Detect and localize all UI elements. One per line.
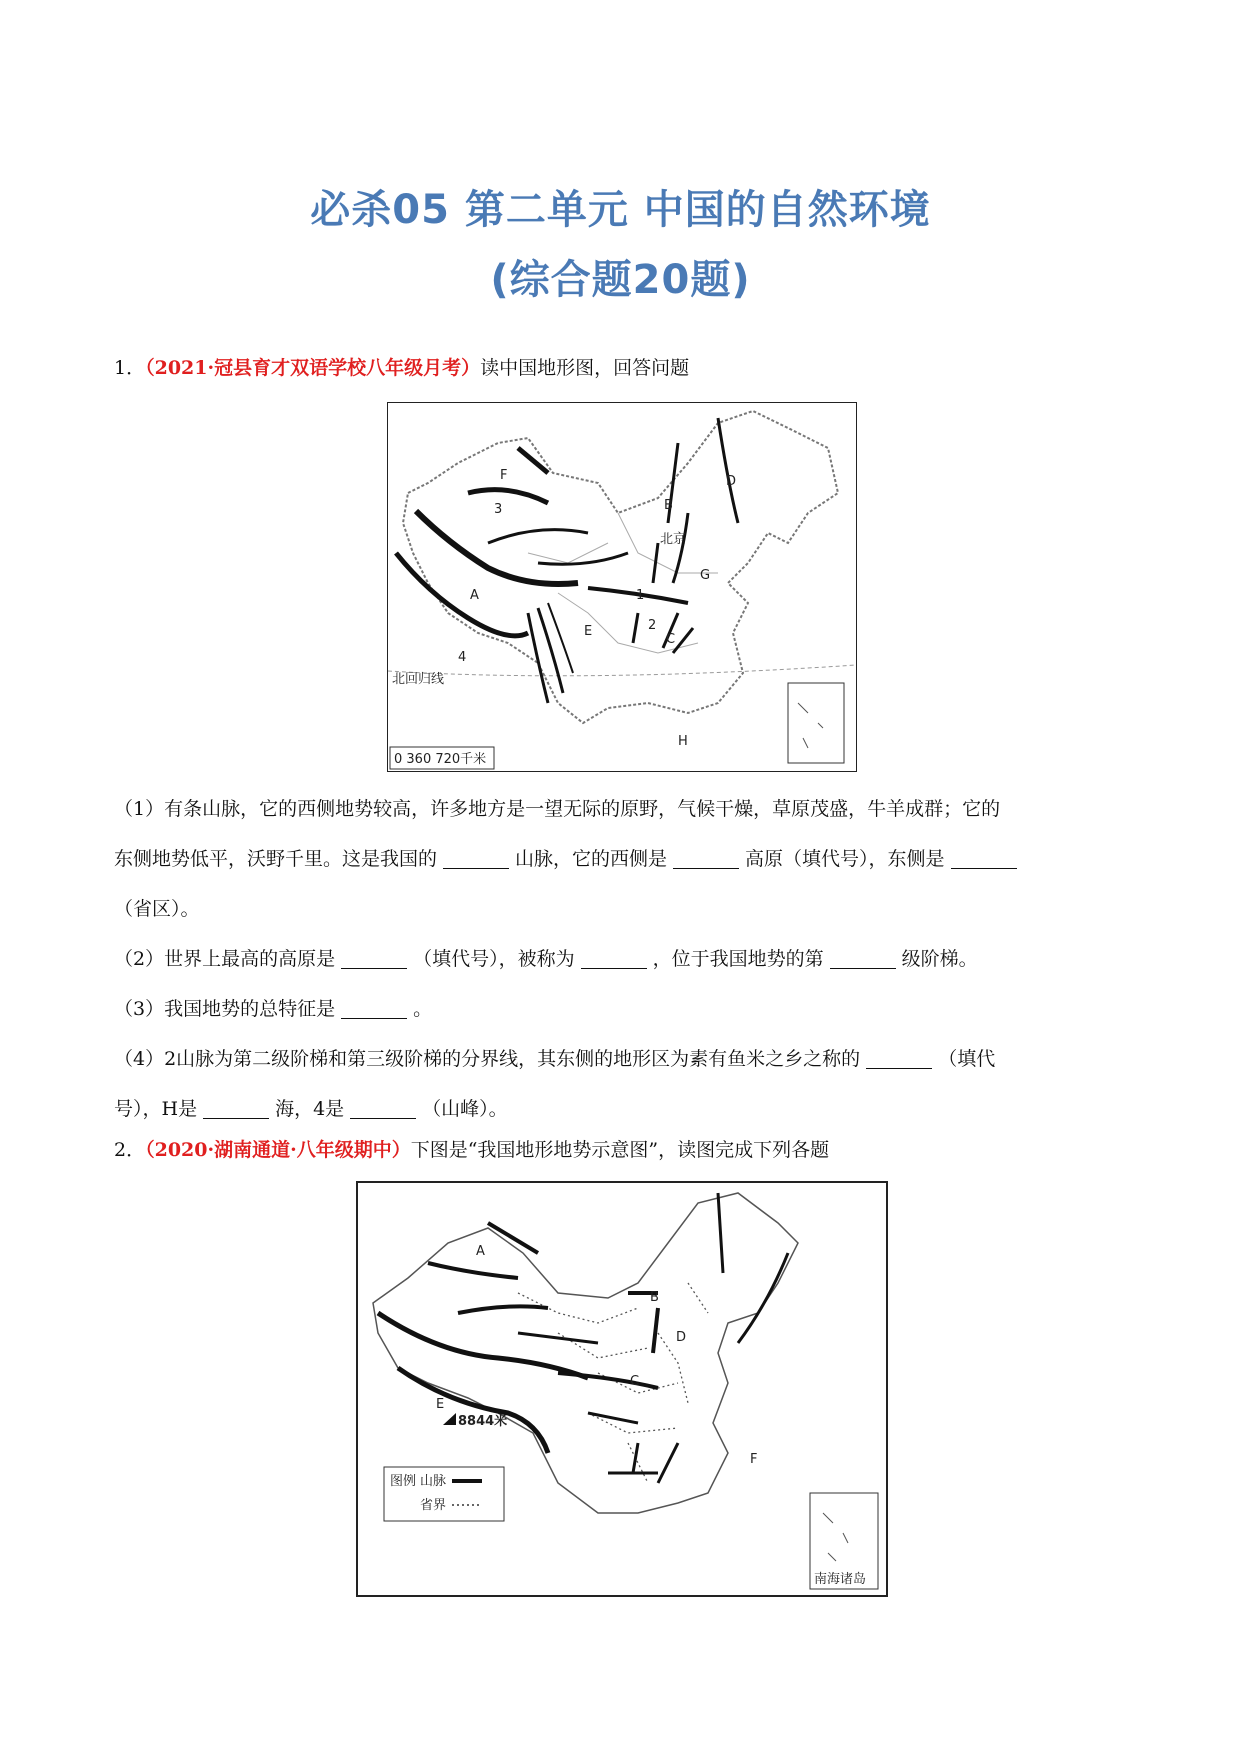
answer-blank[interactable] [203, 1098, 269, 1119]
q1-part2-seg4: 级阶梯。 [901, 948, 978, 970]
map2-peak-label: 8844米 [458, 1414, 508, 1429]
map2-legend-mountain: 山脉 [420, 1474, 447, 1489]
map1-label-C: C [666, 632, 676, 647]
question-source: （2020·湖南通道·八年级期中） [145, 1139, 411, 1161]
answer-blank[interactable] [866, 1048, 932, 1069]
map1-label-tropic: 北回归线 [392, 672, 445, 687]
answer-blank[interactable] [443, 848, 509, 869]
map1-label-2: 2 [648, 618, 657, 633]
q1-part4-seg2: （填代 [938, 1048, 996, 1070]
question-1-header [114, 354, 1134, 382]
map2-label-F: F [750, 1452, 758, 1467]
q1-part4-seg4: 海，4是 [275, 1098, 345, 1120]
map2-label-E: E [436, 1397, 445, 1412]
q1-part2-seg1: （2）世界上最高的高原是 [114, 948, 336, 970]
q1-part4-seg5: （山峰）。 [422, 1098, 508, 1120]
q1-part1-line1: （1）有条山脉，它的西侧地势较高，许多地方是一望无际的原野，气候干燥，草原茂盛，牛羊成群；它的 [114, 798, 1001, 820]
answer-blank[interactable] [581, 948, 647, 969]
map2-label-A: A [476, 1244, 485, 1259]
answer-blank[interactable] [951, 848, 1017, 869]
map1-scale: 0 360 720千米 [394, 752, 487, 767]
map1-label-A: A [470, 588, 479, 603]
answer-blank[interactable] [830, 948, 896, 969]
map1-label-F: F [500, 468, 508, 483]
q1-part3 [114, 984, 1134, 1034]
q1-part4-seg1: （4）2山脉为第二级阶梯和第三级阶梯的分界线，其东侧的地形区为素有鱼米之乡之称的 [114, 1048, 861, 1070]
map1-label-H: H [678, 734, 688, 749]
question-stem: 下图是“我国地形地势示意图”，读图完成下列各题 [410, 1139, 830, 1161]
page-title: 必杀05 第二单元 中国的自然环境 [310, 187, 931, 233]
question-2-header [114, 1136, 1134, 1164]
map2-label-D: D [676, 1330, 687, 1345]
map2-label-C: C [630, 1374, 640, 1389]
map1-label-4: 4 [458, 650, 467, 665]
map1-label-D: D [726, 474, 737, 489]
q1-part1-line2 [114, 834, 1134, 884]
answer-blank[interactable] [673, 848, 739, 869]
answer-blank[interactable] [350, 1098, 416, 1119]
map1-label-1: 1 [636, 588, 645, 603]
map1-label-G: G [700, 568, 711, 583]
map2-inset-label: 南海诸岛 [814, 1572, 867, 1587]
page-subtitle: (综合题20题) [490, 257, 751, 303]
q1-part3-seg2: 。 [413, 998, 433, 1020]
map1-label-beijing: 北京 [660, 532, 687, 547]
map-1-drawing [388, 403, 856, 771]
q1-part1-seg2: 山脉，它的西侧是 [515, 848, 668, 870]
map2-label-B: B [650, 1290, 659, 1305]
map2-legend-border: 省界 [420, 1498, 447, 1513]
q1-part3-seg1: （3）我国地势的总特征是 [114, 998, 336, 1020]
map1-label-3: 3 [494, 502, 503, 517]
question-number: 2． [114, 1139, 146, 1161]
q1-part2-seg3: ，位于我国地势的第 [652, 948, 824, 970]
china-terrain-map-2 [356, 1181, 888, 1597]
china-terrain-map-1 [387, 402, 857, 772]
q1-part1-line3: （省区）。 [114, 898, 200, 920]
map1-label-B: B [664, 498, 673, 513]
q1-part4-line1 [114, 1034, 1134, 1084]
question-source: （2021·冠县育才双语学校八年级月考） [145, 357, 481, 379]
map-2-drawing [358, 1183, 886, 1595]
map2-legend-title: 图例 [390, 1474, 417, 1489]
q1-part2-seg2: （填代号），被称为 [413, 948, 575, 970]
question-stem: 读中国地形图，回答问题 [480, 357, 690, 379]
q1-part4-seg3: 号），H是 [114, 1098, 198, 1120]
q1-part1-seg3: 高原（填代号），东侧是 [745, 848, 945, 870]
question-number: 1． [114, 357, 146, 379]
q1-part2 [114, 934, 1134, 984]
q1-part4-line2 [114, 1084, 1134, 1134]
q1-part1-seg1: 东侧地势低平，沃野千里。这是我国的 [114, 848, 438, 870]
map1-label-E: E [584, 624, 593, 639]
answer-blank[interactable] [341, 948, 407, 969]
answer-blank[interactable] [341, 998, 407, 1019]
